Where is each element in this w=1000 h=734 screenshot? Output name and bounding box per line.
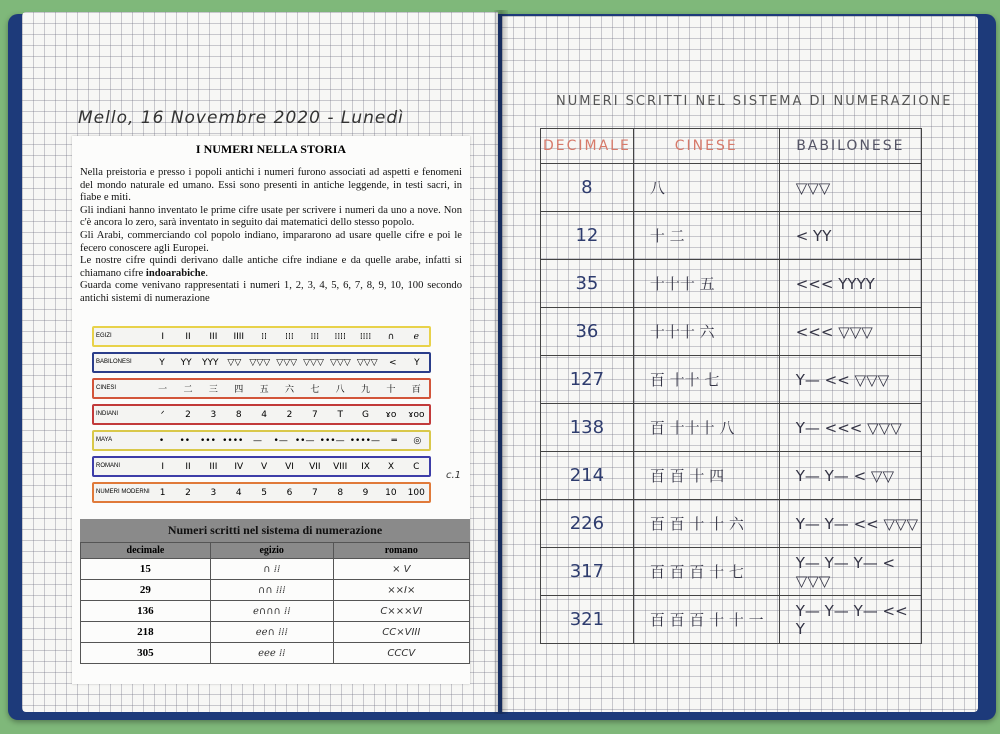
- babylonian-cell: < YY: [779, 212, 921, 260]
- table-row: [541, 308, 922, 356]
- strip-symbol: ℯ: [413, 331, 419, 342]
- header-babilonese: BABILONESE: [779, 129, 921, 164]
- strip-symbol: 七: [310, 385, 320, 395]
- strip-cells: [150, 436, 429, 446]
- strip-symbol: •••—: [319, 435, 345, 446]
- strip-symbol: ◎: [413, 435, 422, 446]
- strip-symbol: G: [362, 409, 370, 420]
- numeral-strip: [92, 404, 431, 425]
- strip-symbol: 六: [284, 385, 294, 395]
- babylonian-cell: Y— Y— Y— << Y: [779, 596, 921, 644]
- strip-label: EGIZI: [96, 333, 112, 339]
- table-row: [81, 601, 470, 622]
- strip-cells: [150, 410, 429, 420]
- paragraph-5: Guarda come venivano rappresentati i numeri 1, 2, 3, 4, 5, 6, 7, 8, 9, 10, 100 secondo antichi sistemi di numerazione: [80, 280, 462, 304]
- header-decimale: DECIMALE: [541, 129, 634, 164]
- strip-symbol: 9: [362, 487, 369, 498]
- chinese-cell: 百 百 十 十 六: [633, 500, 779, 548]
- table-row: [541, 500, 922, 548]
- strip-symbol: ▽▽▽: [276, 357, 298, 368]
- strip-symbol: ⁞⁞⁞: [285, 331, 294, 342]
- strip-symbol: 10: [385, 487, 397, 498]
- decimal-cell: 8: [541, 164, 634, 212]
- chinese-cell: 十十十 六: [633, 308, 779, 356]
- babylonian-cell: <<< YYYY: [779, 260, 921, 308]
- paragraph-2: Gli indiani hanno inventato le prime cifre usate per scrivere i numeri da uno a nove. Non c'è ancora lo zero, sarà inventato in seguito dai matematici dello stesso popolo.: [80, 204, 462, 229]
- babylonian-cell: Y— Y— Y— < ▽▽▽: [779, 548, 921, 596]
- strip-cells: [150, 488, 429, 498]
- strip-symbol: ⁞⁞⁞⁞: [334, 331, 346, 342]
- strip-symbol: IX: [361, 461, 370, 472]
- table-row: [541, 212, 922, 260]
- table-row: [541, 548, 922, 596]
- table-row: [541, 596, 922, 644]
- strip-symbol: I: [161, 331, 164, 342]
- strip-cells: [150, 382, 429, 395]
- strip-symbol: T: [337, 409, 343, 420]
- roman-cell: C×××VI: [333, 601, 469, 622]
- decimal-cell: 36: [541, 308, 634, 356]
- decimal-cell: 317: [541, 548, 634, 596]
- strip-symbol: 5: [261, 487, 267, 498]
- babylonian-cell: Y— << ▽▽▽: [779, 356, 921, 404]
- strip-cells: [150, 332, 429, 342]
- decimal-cell: 136: [81, 601, 211, 622]
- strip-symbol: 百: [411, 385, 421, 395]
- chinese-cell: 百 十十 七: [633, 356, 779, 404]
- printed-number-table: [80, 519, 470, 664]
- table-row: [81, 580, 470, 601]
- strip-symbol: 7: [311, 409, 318, 420]
- egyptian-cell: ∩ ⁞⁞: [210, 559, 333, 580]
- roman-cell: CCCV: [333, 643, 469, 664]
- table-row: [541, 164, 922, 212]
- strip-symbol: —: [253, 435, 262, 446]
- strip-symbol: 2: [185, 409, 191, 420]
- printed-table-title: Numeri scritti nel sistema di numerazione: [80, 519, 470, 542]
- numeral-strip: [92, 456, 431, 477]
- strip-symbol: 十: [386, 385, 396, 395]
- strip-symbol: •: [158, 435, 165, 446]
- decimal-cell: 12: [541, 212, 634, 260]
- printed-header-egizio: egizio: [210, 543, 333, 559]
- notebook-spine: [494, 10, 508, 714]
- strip-symbol: ⁞⁞⁞⁞: [359, 331, 372, 342]
- printed-sheet: [72, 136, 470, 684]
- strip-symbol: 二: [183, 385, 193, 395]
- strip-symbol: 6: [286, 487, 293, 498]
- decimal-cell: 127: [541, 356, 634, 404]
- strip-symbol: 一: [158, 385, 168, 395]
- decimal-cell: 15: [81, 559, 211, 580]
- egyptian-cell: ℯ∩∩∩ ⁞⁞: [210, 601, 333, 622]
- strip-symbol: YYY: [201, 357, 219, 368]
- strip-symbol: II: [185, 331, 191, 342]
- decimal-cell: 29: [81, 580, 211, 601]
- strip-symbol: ••: [179, 435, 191, 446]
- numeral-strip: [92, 378, 431, 399]
- table-row: [81, 643, 470, 664]
- babylonian-cell: ▽▽▽: [779, 164, 921, 212]
- strip-cells: [150, 358, 429, 368]
- strip-symbol: ••—: [294, 435, 315, 446]
- strip-symbol: ═: [391, 435, 397, 446]
- header-cinese: CINESE: [633, 129, 779, 164]
- chinese-cell: 百 百 百 十 十 一: [633, 596, 779, 644]
- strip-symbol: II: [185, 461, 191, 472]
- strip-symbol: X: [387, 461, 394, 472]
- strip-symbol: 2: [185, 487, 191, 498]
- numeral-strip: [92, 326, 431, 347]
- babylonian-cell: Y— Y— < ▽▽: [779, 452, 921, 500]
- table-row: [81, 622, 470, 643]
- roman-cell: ××I×: [333, 580, 469, 601]
- strip-label: INDIANI: [96, 411, 119, 417]
- decimal-cell: 321: [541, 596, 634, 644]
- strip-symbol: I: [161, 461, 164, 472]
- printed-header-romano: romano: [333, 543, 469, 559]
- side-note: c.1: [446, 470, 462, 481]
- paragraph-1: Nella preistoria e presso i popoli antichi i numeri furono associati ad aspetti e fenomeni del mondo naturale ed umano. Essi sono presenti in antiche leggende, in testi sacri, in fiabe e miti.: [80, 167, 462, 204]
- egyptian-cell: ℯℯℯ ⁞⁞: [210, 643, 333, 664]
- strip-symbol: 三: [208, 385, 218, 395]
- babylonian-cell: <<< ▽▽▽: [779, 308, 921, 356]
- babylonian-cell: Y— Y— << ▽▽▽: [779, 500, 921, 548]
- strip-symbol: •—: [273, 435, 288, 446]
- handwritten-number-table: [540, 128, 922, 644]
- strip-symbol: V: [261, 461, 268, 472]
- decimal-cell: 138: [541, 404, 634, 452]
- strip-symbol: <: [388, 357, 397, 368]
- strip-label: ROMANI: [96, 463, 120, 469]
- table-row: [541, 260, 922, 308]
- strip-label: MAYA: [96, 437, 113, 443]
- table-row: [541, 404, 922, 452]
- roman-cell: CC×VIII: [333, 622, 469, 643]
- decimal-cell: 305: [81, 643, 211, 664]
- strip-symbol: Y: [159, 357, 165, 368]
- strip-symbol: ∩: [387, 331, 395, 342]
- numeral-strip: [92, 482, 431, 503]
- strip-symbol: VII: [309, 461, 321, 472]
- chinese-cell: 百 十十十 八: [633, 404, 779, 452]
- strip-label: BABILONESI: [96, 359, 132, 365]
- paragraph-4: Le nostre cifre quindi derivano dalle antiche cifre indiane e da quelle arabe, infatti si chiamano cifre indoarabiche.: [80, 255, 462, 279]
- table-row: [541, 356, 922, 404]
- decimal-cell: 218: [81, 622, 211, 643]
- decimal-cell: 35: [541, 260, 634, 308]
- strip-symbol: ••••: [222, 435, 244, 446]
- paragraph-3: Gli Arabi, commerciando col popolo indiano, impararono ad usare quelle cifre e poi le fecero conoscere agli Europei.: [80, 229, 462, 254]
- strip-symbol: ▽▽▽: [303, 357, 324, 368]
- strip-symbol: C: [413, 461, 420, 472]
- strip-label: NUMERI MODERNI: [96, 489, 150, 495]
- strip-symbol: IV: [234, 461, 244, 472]
- babylonian-cell: Y— <<< ▽▽▽: [779, 404, 921, 452]
- strip-symbol: ⁞⁞: [261, 331, 267, 342]
- strip-symbol: 4: [235, 487, 242, 498]
- strip-symbol: ▽▽▽: [330, 357, 351, 368]
- strip-symbol: 1: [159, 487, 166, 498]
- table-row: [541, 452, 922, 500]
- strip-label: CINESI: [96, 385, 117, 391]
- chinese-cell: 八: [633, 164, 779, 212]
- strip-symbol: YY: [180, 357, 192, 368]
- table-row: [81, 559, 470, 580]
- strip-symbol: 八: [335, 385, 345, 395]
- strip-symbol: 3: [210, 487, 217, 498]
- strip-symbol: III: [209, 331, 218, 342]
- sheet-title: I NUMERI NELLA STORIA: [195, 142, 347, 156]
- handwritten-date: Mello, 16 Novembre 2020 - Lunedì: [78, 108, 404, 128]
- strip-cells: [150, 462, 429, 472]
- strip-symbol: VI: [285, 461, 294, 472]
- paragraph-4-text: Le nostre cifre quindi derivano dalle antiche cifre indiane e da quelle arabe, infatti si chiamano cifre: [80, 255, 462, 279]
- strip-symbol: 8: [337, 487, 344, 498]
- strip-symbol: 2: [286, 409, 293, 420]
- egyptian-cell: ∩∩ ⁞⁞⁞: [210, 580, 333, 601]
- egyptian-cell: ℯℯ∩ ⁞⁞⁞: [210, 622, 333, 643]
- strip-symbol: ▽▽▽: [249, 357, 271, 368]
- strip-symbol: Y: [414, 357, 420, 368]
- strip-symbol: 五: [259, 385, 269, 395]
- strip-symbol: 3: [210, 409, 217, 420]
- decimal-cell: 226: [541, 500, 634, 548]
- chinese-cell: 百 百 百 十 七: [633, 548, 779, 596]
- strip-symbol: 100: [407, 487, 425, 498]
- strip-symbol: 4: [261, 409, 267, 420]
- strip-symbol: ɤoo: [408, 409, 425, 420]
- strip-symbol: ɤo: [385, 409, 397, 420]
- strip-symbol: 四: [234, 385, 244, 395]
- strip-symbol: 8: [235, 409, 242, 420]
- roman-cell: × V: [333, 559, 469, 580]
- strip-symbol: ▽▽: [227, 357, 242, 368]
- strip-symbol: III: [209, 461, 218, 472]
- printed-header-decimale: decimale: [81, 543, 211, 559]
- right-page-title: NUMERI SCRITTI NEL SISTEMA DI NUMERAZIONE: [556, 94, 953, 109]
- decimal-cell: 214: [541, 452, 634, 500]
- strip-symbol: VIII: [333, 461, 348, 472]
- strip-symbol: ⁞⁞⁞: [310, 331, 320, 342]
- chinese-cell: 十 二: [633, 212, 779, 260]
- strip-symbol: IIII: [233, 331, 245, 342]
- chinese-cell: 十十十 五: [633, 260, 779, 308]
- strip-symbol: •••: [199, 435, 216, 446]
- strip-symbol: ▽▽▽: [356, 357, 378, 368]
- numeral-strip: [92, 430, 431, 451]
- strip-symbol: 九: [361, 385, 371, 395]
- strip-symbol: ᐟ: [160, 409, 165, 420]
- chinese-cell: 百 百 十 四: [633, 452, 779, 500]
- paragraph-4-bold: indoarabiche: [145, 267, 206, 279]
- strip-symbol: ••••—: [349, 435, 380, 446]
- strip-symbol: 7: [311, 487, 318, 498]
- numeral-strip: [92, 352, 431, 373]
